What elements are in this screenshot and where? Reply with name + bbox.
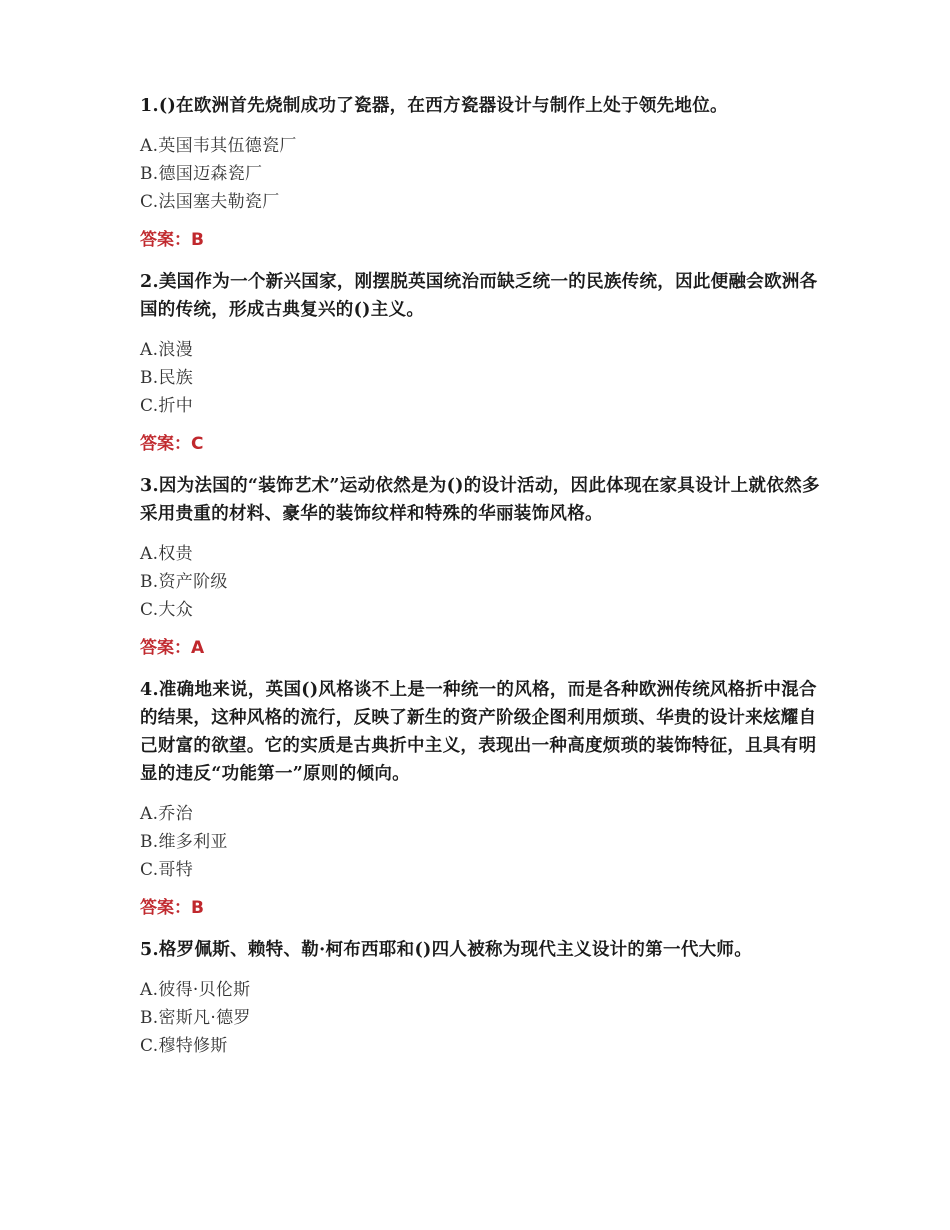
- option-b: B.维多利亚: [140, 832, 228, 852]
- question-2: [140, 268, 820, 458]
- question-1: [140, 92, 820, 254]
- option-list: [140, 132, 820, 216]
- answer-label: 答案：B: [140, 230, 204, 250]
- option-c: C.折中: [140, 396, 194, 416]
- option-b: B.德国迈森瓷厂: [140, 164, 263, 184]
- option-list: [140, 976, 820, 1060]
- option-list: [140, 800, 820, 884]
- question-text: 2.美国作为一个新兴国家，刚摆脱英国统治而缺乏统一的民族传统，因此便融会欧洲各国的传统，形成古典复兴的()主义。: [140, 272, 818, 320]
- question-3: [140, 472, 820, 662]
- option-c: C.大众: [140, 600, 194, 620]
- option-b: B.资产阶级: [140, 572, 228, 592]
- question-text: 4.准确地来说，英国()风格谈不上是一种统一的风格，而是各种欧洲传统风格折中混合的结果，这种风格的流行，反映了新生的资产阶级企图利用烦琐、华贵的设计来炫耀自己财富的欲望。它的实质是古典折中主义，表现出一种高度烦琐的装饰特征，且具有明显的违反“功能第一”原则的倾向。: [140, 680, 817, 784]
- option-b: B.民族: [140, 368, 194, 388]
- answer-label: 答案：C: [140, 434, 204, 454]
- option-c: C.法国塞夫勒瓷厂: [140, 192, 280, 212]
- option-a: A.英国韦其伍德瓷厂: [140, 136, 297, 156]
- option-a: A.浪漫: [140, 340, 193, 360]
- option-b: B.密斯凡·德罗: [140, 1008, 251, 1028]
- question-text: 3.因为法国的“装饰艺术”运动依然是为()的设计活动，因此体现在家具设计上就依然多采用贵重的材料、豪华的装饰纹样和特殊的华丽装饰风格。: [140, 476, 820, 524]
- question-4: [140, 676, 820, 922]
- option-a: A.彼得·贝伦斯: [140, 980, 251, 1000]
- option-c: C.穆特修斯: [140, 1036, 228, 1056]
- question-text: 5.格罗佩斯、赖特、勒·柯布西耶和()四人被称为现代主义设计的第一代大师。: [140, 940, 753, 960]
- question-text: 1.()在欧洲首先烧制成功了瓷器，在西方瓷器设计与制作上处于领先地位。: [140, 96, 728, 116]
- question-5: [140, 936, 820, 1060]
- answer-label: 答案：B: [140, 898, 204, 918]
- exam-document: [140, 92, 820, 1074]
- option-c: C.哥特: [140, 860, 194, 880]
- option-list: [140, 540, 820, 624]
- option-a: A.乔治: [140, 804, 193, 824]
- option-list: [140, 336, 820, 420]
- option-a: A.权贵: [140, 544, 193, 564]
- answer-label: 答案：A: [140, 638, 205, 658]
